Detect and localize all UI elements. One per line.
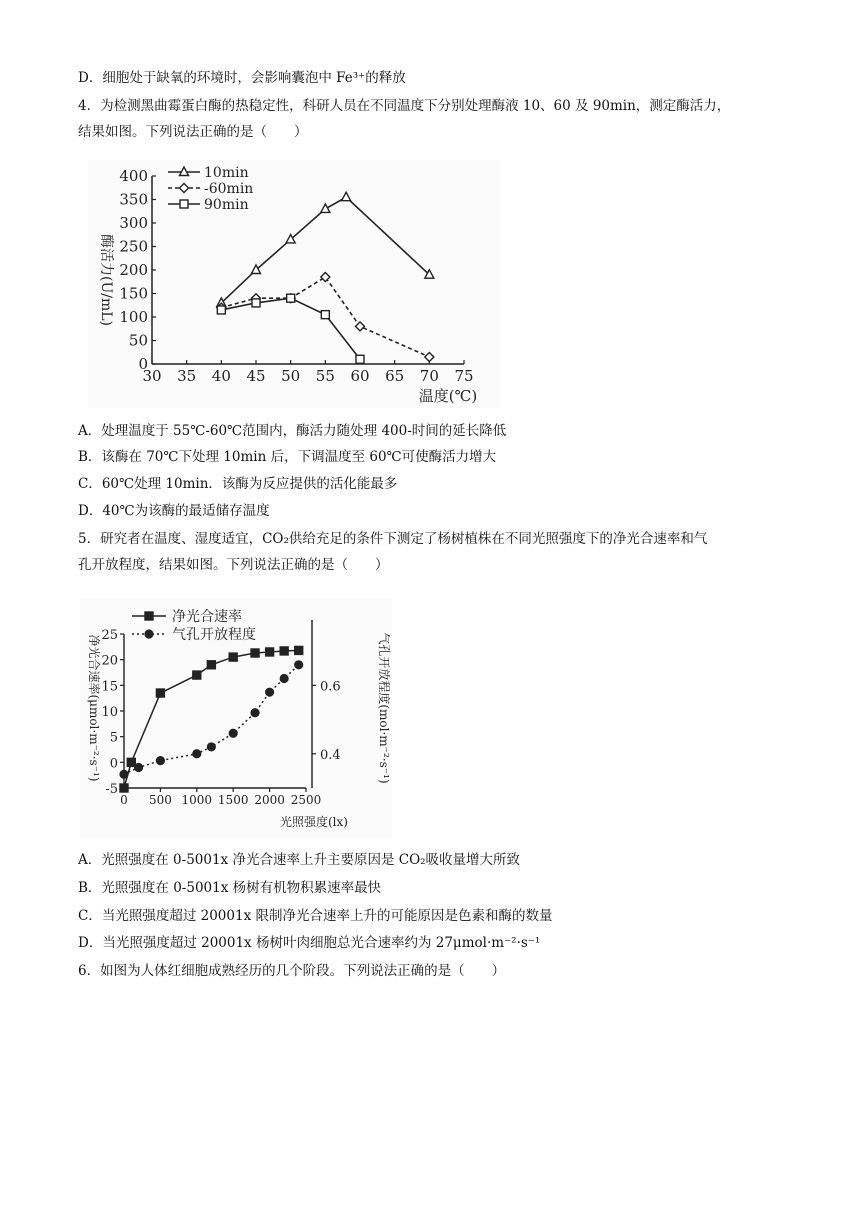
x-tick-label: 60 — [350, 367, 370, 385]
data-point-气孔开放程度 — [193, 750, 201, 758]
legend-label-60min: -60min — [204, 181, 254, 197]
y-axis-label: 净光合速率(μmol·m⁻²·s⁻¹) — [87, 634, 101, 782]
y-tick-label: 100 — [119, 308, 148, 326]
data-point-90min — [287, 294, 295, 302]
y-tick-label: 25 — [101, 628, 118, 643]
x-tick-label: 1500 — [217, 793, 249, 807]
q5-option-d: D．当光照强度超过 20001x 杨树叶肉细胞总光合速率约为 27μmol·m⁻²·s⁻¹ — [78, 935, 541, 951]
data-point-净光合速率 — [120, 784, 128, 792]
data-point-60min — [356, 322, 365, 331]
x-axis-label: 温度(℃) — [418, 387, 478, 405]
series-line-净光合速率 — [124, 650, 299, 788]
data-point-90min — [321, 311, 329, 319]
y-tick-label: 200 — [119, 261, 148, 279]
q5-option-a: A．光照强度在 0-5001x 净光合速率上升主要原因是 CO₂吸收量增大所致 — [78, 852, 521, 868]
data-point-净光合速率 — [229, 653, 237, 661]
y-axis-label: 酶活力(U/mL) — [98, 233, 114, 327]
x-tick-label: 70 — [419, 367, 439, 385]
data-point-气孔开放程度 — [251, 709, 259, 717]
y-tick-label: 15 — [101, 679, 118, 695]
x-tick-label: 30 — [142, 367, 162, 385]
x-tick-label: 55 — [315, 367, 335, 385]
y-tick-label: 250 — [119, 237, 148, 256]
data-point-60min — [425, 352, 434, 361]
data-point-10min — [342, 192, 351, 201]
y-tick-label: 5 — [109, 730, 118, 746]
y-tick-label: 300 — [119, 214, 148, 232]
q4-option-b: B．该酶在 70℃下处理 10min 后，下调温度至 60℃可使酶活力增大 — [78, 449, 497, 465]
x-tick-label: 65 — [385, 367, 405, 385]
q5-stem-line1: 5．研究者在温度、湿度适宜，CO₂供给充足的条件下测定了杨树植株在不同光照强度下的净光合速率和气 — [78, 531, 708, 547]
x-tick-label: 75 — [454, 367, 474, 385]
q5-option-c: C．当光照强度超过 20001x 限制净光合速率上升的可能原因是色素和酶的数量 — [78, 908, 553, 924]
q4-stem-line2: 结果如图。下列说法正确的是（ ） — [78, 124, 308, 140]
x-tick-label: 500 — [148, 793, 172, 807]
x-tick-label: 45 — [246, 367, 266, 385]
data-point-净光合速率 — [193, 671, 201, 679]
y2-tick-label: 0.6 — [320, 679, 341, 695]
data-point-净光合速率 — [251, 649, 259, 657]
data-point-净光合速率 — [295, 646, 303, 654]
legend-label-气孔开放程度: 气孔开放程度 — [172, 627, 256, 643]
q5-option-b: B．光照强度在 0-5001x 杨树有机物积累速率最快 — [78, 880, 382, 896]
data-point-净光合速率 — [280, 647, 288, 655]
data-point-气孔开放程度 — [229, 729, 237, 737]
q5-stem-line2: 孔开放程度，结果如图。下列说法正确的是（ ） — [78, 557, 389, 573]
q4-stem-line1: 4．为检测黑曲霉蛋白酶的热稳定性，科研人员在不同温度下分别处理酶液 10、60 及 90min，测定酶活力， — [78, 98, 731, 114]
x-tick-label: 0 — [120, 793, 128, 807]
legend-marker-气孔开放程度 — [145, 630, 153, 638]
legend-marker-净光合速率 — [145, 612, 153, 620]
y-tick-label: 350 — [119, 190, 148, 209]
data-point-气孔开放程度 — [280, 674, 288, 682]
data-point-10min — [321, 204, 330, 213]
q4-option-a: A．处理温度于 55℃-60℃范围内，酶活力随处理 400-时间的延长降低 — [78, 423, 507, 439]
data-point-气孔开放程度 — [207, 743, 215, 751]
q4-option-c: C．60℃处理 10min．该酶为反应提供的活化能最多 — [78, 476, 398, 492]
x-tick-label: 2500 — [290, 793, 322, 807]
y-tick-label: 50 — [128, 331, 148, 350]
series-line-气孔开放程度 — [124, 665, 299, 775]
legend-label-90min: 90min — [204, 197, 249, 213]
y2-tick-label: 0.4 — [320, 747, 341, 763]
enzyme-activity-chart — [88, 160, 500, 408]
x-tick-label: 1000 — [181, 793, 213, 807]
series-line-90min — [221, 298, 360, 359]
data-point-90min — [252, 299, 260, 307]
data-point-气孔开放程度 — [295, 661, 303, 669]
data-point-气孔开放程度 — [266, 688, 274, 696]
legend-marker-60min — [180, 184, 189, 193]
q4-option-d: D．40℃为该酶的最适储存温度 — [78, 503, 270, 519]
x-tick-label: 40 — [211, 367, 231, 385]
y-tick-label: 0 — [109, 756, 118, 772]
photosynthesis-chart — [80, 598, 392, 838]
x-tick-label: 2000 — [254, 793, 285, 807]
data-point-净光合速率 — [127, 758, 135, 766]
y2-axis-label: 气孔开放程度(mol·m⁻²·s⁻¹) — [377, 632, 391, 784]
data-point-净光合速率 — [207, 661, 215, 669]
data-point-气孔开放程度 — [135, 763, 143, 771]
legend-marker-90min — [180, 200, 188, 208]
x-tick-label: 35 — [177, 367, 197, 385]
legend-label-10min: 10min — [204, 165, 249, 181]
y-tick-label: 150 — [119, 284, 148, 303]
data-point-90min — [356, 355, 364, 363]
data-point-净光合速率 — [156, 689, 164, 697]
data-point-气孔开放程度 — [156, 757, 164, 765]
data-point-气孔开放程度 — [120, 770, 128, 778]
x-tick-label: 50 — [281, 367, 301, 385]
y-tick-label: 20 — [101, 653, 118, 669]
legend-label-净光合速率: 净光合速率 — [172, 609, 242, 625]
y-tick-label: -5 — [105, 782, 118, 797]
data-point-净光合速率 — [266, 648, 274, 656]
prev-option-d: D．细胞处于缺氧的环境时，会影响囊泡中 Fe³⁺的释放 — [78, 70, 406, 86]
y-tick-label: 0 — [138, 355, 148, 373]
y-tick-label: 10 — [101, 705, 118, 720]
y-tick-label: 400 — [119, 167, 148, 185]
data-point-90min — [217, 306, 225, 314]
q6-stem: 6．如图为人体红细胞成熟经历的几个阶段。下列说法正确的是（ ） — [78, 963, 506, 979]
x-axis-label: 光照强度(lx) — [280, 815, 348, 829]
